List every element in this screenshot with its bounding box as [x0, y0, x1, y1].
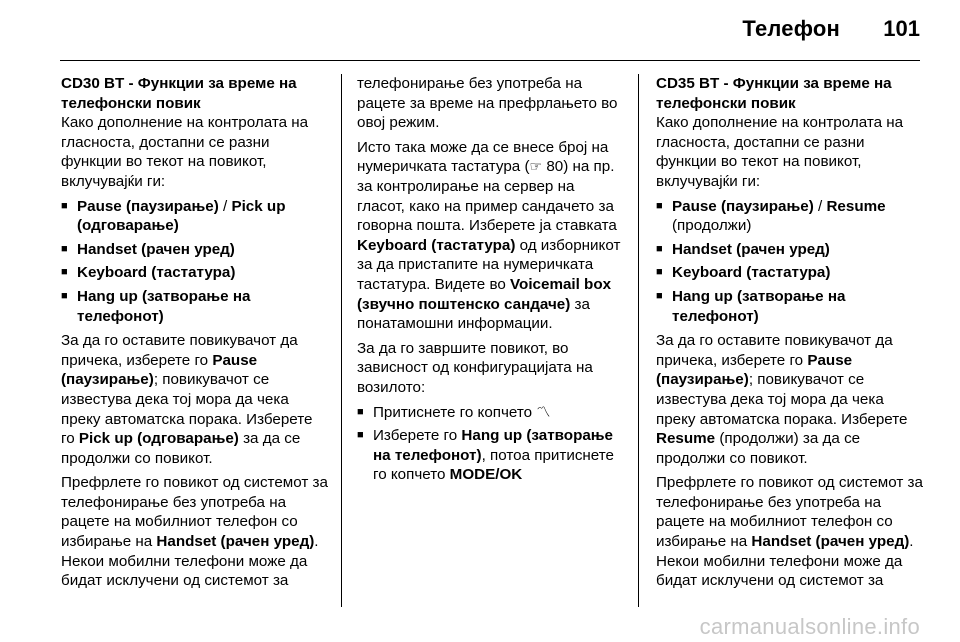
column-3 — [656, 74, 924, 596]
term: Pick up (одговарање) — [77, 197, 286, 235]
body-paragraph: За да го оставите повикувачот да причека, изберете го Pause (паузирање); повикувачот се известува дека тој мора да чека преку автоматска порака. Изберете го Pick up (одговарање) за да се продолжи со повикот. — [61, 332, 313, 467]
page-title: Телефон — [742, 16, 840, 41]
list-item: ■ Pause (паузирање) / Resume (продолжи) — [656, 197, 924, 236]
list-item: ■ Handset (рачен уред) — [656, 240, 924, 260]
column-2 — [357, 74, 625, 490]
body-paragraph: За да го завршите повикот, во зависност од конфигурацијата на возилото: — [357, 339, 593, 396]
section-heading-cd35: CD35 BT - Функции за време на телефонски повик — [656, 75, 892, 112]
page-header — [0, 0, 960, 62]
term: Pause (паузирање) — [77, 197, 219, 215]
function-list — [656, 197, 924, 327]
list-item: ■ Притиснете го копчето 〽 — [357, 403, 625, 423]
body-paragraph: Исто така може да се внесе број на нумеричката тастатура (☞ 80) на пр. за контролирање на сервер на гласот, како на пример сандачето за говорна пошта. Изберете ја ставката Keyboard (тастатура) од изборникот за да пристапите на нумеричката тастатура. Видете во Voicemail box (звучно поштенско сандаче) за понатамошни информации. — [357, 138, 621, 333]
term: Handset (рачен уред) — [77, 240, 235, 258]
list-item — [61, 240, 329, 260]
phone-hangup-icon: 〽 — [536, 403, 551, 420]
list-item — [61, 287, 329, 326]
intro-paragraph: Како дополнение на контролата на гласноста, достапни се разни функции во текот на повикот, вклучувајќи ги: — [61, 114, 309, 190]
list-item: ■ Hang up (затворање на телефонот) — [656, 287, 924, 326]
intro-paragraph: Како дополнение на контролата на гласноста, достапни се разни функции во текот на повикот, вклучувајќи ги: — [656, 114, 904, 190]
watermark: carmanualsonline.info — [699, 614, 920, 639]
page-number: 101 — [883, 16, 920, 41]
section-heading-cd30: CD30 BT - Функции за време на телефонски повик — [61, 75, 297, 112]
page-reference-icon: ☞ — [529, 158, 543, 175]
term: Hang up (затворање на телефонот) — [77, 287, 251, 325]
list-item: ■ Pause (паузирање) / Pick up (одговарање) — [61, 197, 329, 236]
term: Keyboard (тастатура) — [77, 264, 236, 282]
body-paragraph: За да го оставите повикувачот да причека, изберете го Pause (паузирање); повикувачот се известува дека тој мора да чека преку автоматска порака. Изберете Resume (продолжи) за да се продолжи со повикот. — [656, 332, 908, 467]
list-item — [61, 263, 329, 283]
body-paragraph: Префрлете го повикот од системот за телефонирање без употреба на рацете на мобилниот телефон со избирање на Handset (рачен уред). Некои мобилни телефони може да бидат исклучени од системот за — [656, 474, 923, 590]
end-call-list — [357, 403, 625, 485]
header-rule — [60, 60, 920, 61]
function-list — [61, 197, 329, 327]
column-divider-1 — [341, 74, 342, 607]
body-paragraph: телефонирање без употреба на рацете за време на префрлањето во овој режим. — [357, 75, 618, 132]
list-item: ■ Keyboard (тастатура) — [656, 263, 924, 283]
list-item: ■ Изберете го Hang up (затворање на телефонот), потоа притиснете го копчето MODE/OK — [357, 426, 625, 485]
column-1 — [61, 74, 329, 596]
column-divider-2 — [638, 74, 639, 607]
body-paragraph: Префрлете го повикот од системот за телефонирање без употреба на рацете на мобилниот телефон со избирање на Handset (рачен уред). Некои мобилни телефони може да бидат исклучени од системот за — [61, 474, 328, 590]
